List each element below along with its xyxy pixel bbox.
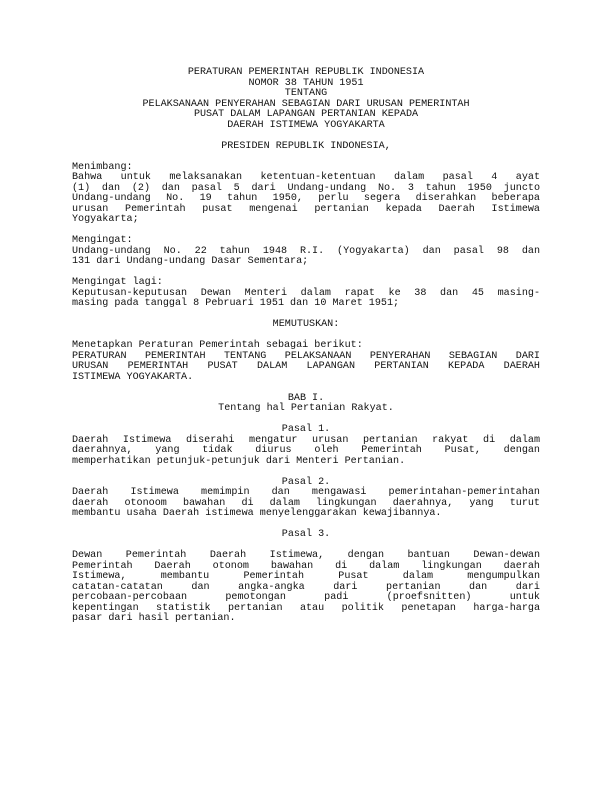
text-line: 131 dari Undang-undang Dasar Sementara;	[72, 256, 309, 267]
text-line: Yogyakarta;	[72, 214, 139, 225]
text-line: memperhatikan petunjuk-petunjuk dari Menteri Pertanian.	[72, 455, 406, 467]
header-line: TENTANG	[284, 88, 328, 99]
article-title: Pasal 3.	[281, 529, 331, 540]
chapter-subtitle: Tentang hal Pertanian Rakyat.	[218, 403, 394, 414]
text-line: kepentingan statistik pertanian atau politik penetapan harga-harga	[72, 602, 540, 614]
text-line: urusan Pemerintah pusat mengenai pertanian kepada Daerah Istimewa	[72, 203, 540, 215]
header-line: PERATURAN PEMERINTAH REPUBLIK INDONESIA	[187, 67, 425, 78]
text-line: Bahwa untuk melaksanakan ketentuan-ketentuan dalam pasal 4 ayat	[72, 172, 540, 183]
chapter-bab-1	[72, 394, 540, 415]
section-label: Menimbang:	[72, 161, 133, 173]
document-header	[72, 68, 540, 131]
text-line: daerahnya, yang tidak diurus oleh Pemerintah Pusat, dengan	[72, 445, 540, 456]
text-line: Istimewa, membantu Pemerintah Pusat dalam mengumpulkan	[72, 571, 540, 582]
text-line: daerah otonoom bawahan di dalam lingkungan daerahnya, yang turut	[72, 497, 540, 509]
header-line: PUSAT DALAM LAPANGAN PERTANIAN KEPADA	[193, 109, 419, 120]
section-label: Mengingat:	[72, 235, 133, 246]
text-line: Daerah Istimewa diserahi mengatur urusan pertanian rakyat di dalam	[72, 434, 540, 446]
text-line: Dewan Pemerintah Daerah Istimewa, dengan bantuan Dewan-dewan	[72, 550, 540, 561]
text-line: Undang-undang No. 22 tahun 1948 R.I. (Yogyakarta) dan pasal 98 dan	[72, 245, 540, 257]
header-line: NOMOR 38 TAHUN 1951	[248, 77, 364, 89]
text-line: pasar dari hasil pertanian.	[72, 613, 236, 624]
section-menimbang	[72, 163, 540, 226]
header-line: DAERAH ISTIMEWA YOGYAKARTA	[227, 119, 385, 131]
article-title: Pasal 1.	[281, 424, 331, 435]
text-line: membantu usaha Daerah istimewa menyelenggarakan kewajibannya.	[72, 508, 442, 519]
text-line: Pemerintah Daerah otonom bawahan di dalam lingkungan daerah	[72, 560, 540, 572]
text-line: catatan-catatan dan angka-angka dari pertanian dan dari	[72, 581, 540, 593]
text-line: masing pada tanggal 8 Pebruari 1951 dan 10 Maret 1951;	[72, 298, 400, 309]
memutuskan-heading: MEMUTUSKAN:	[272, 319, 340, 330]
chapter-title: BAB I.	[287, 392, 325, 404]
text-line: Daerah Istimewa memimpin dan mengawasi pemerintahan-pemerintahan	[72, 487, 540, 498]
section-label: Mengingat lagi:	[72, 277, 163, 288]
header-line: PELAKSANAAN PENYERAHAN SEBAGIAN DARI URUSAN PEMERINTAH	[142, 98, 470, 110]
section-mengingat-lagi	[72, 278, 540, 310]
section-menetapkan	[72, 341, 540, 383]
section-label: Menetapkan Peraturan Pemerintah sebagai berikut:	[72, 340, 363, 351]
text-line: ISTIMEWA YOGYAKARTA.	[72, 371, 194, 383]
text-line: URUSAN PEMERINTAH PUSAT DALAM LAPANGAN PERTANIAN KEPADA DAERAH	[72, 361, 540, 372]
section-mengingat	[72, 236, 540, 268]
text-line: PERATURAN PEMERINTAH TENTANG PELAKSANAAN PENYERAHAN SEBAGIAN DARI	[72, 350, 540, 362]
article-pasal-3	[72, 530, 540, 625]
article-title: Pasal 2.	[281, 476, 331, 488]
article-pasal-2	[72, 478, 540, 520]
article-pasal-1	[72, 425, 540, 467]
text-line: Keputusan-keputusan Dewan Menteri dalam rapat ke 38 dan 45 masing-	[72, 287, 540, 299]
text-line: Undang-undang No. 19 tahun 1950, perlu segera diserahkan beberapa	[72, 193, 540, 204]
document-page	[72, 68, 540, 625]
president-heading: PRESIDEN REPUBLIK INDONESIA,	[221, 140, 391, 152]
text-line: (1) dan (2) dan pasal 5 dari Undang-undang No. 3 tahun 1950 juncto	[72, 182, 540, 194]
text-line: percobaan-percobaan pemotongan padi (proefsnitten) untuk	[72, 592, 540, 603]
